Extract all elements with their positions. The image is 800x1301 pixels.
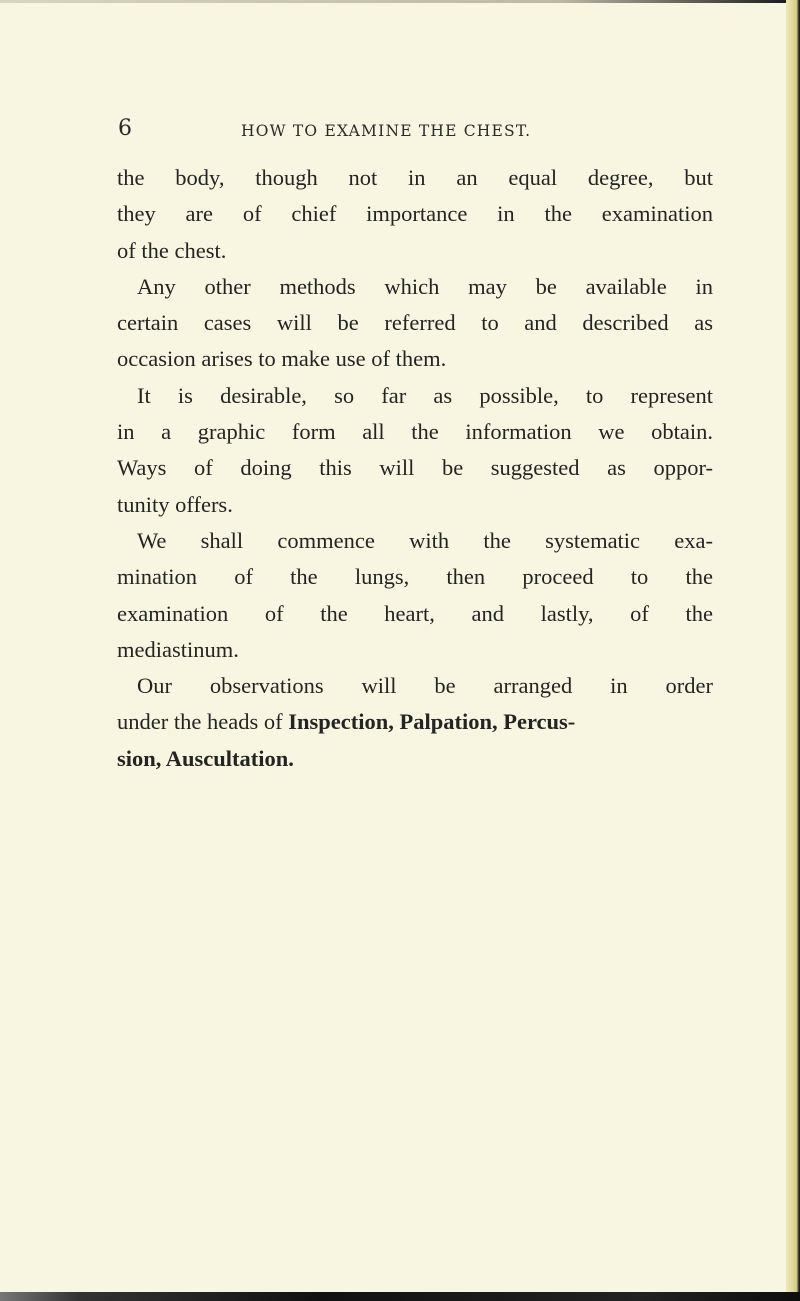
text-line: Ways of doing this will be suggested as oppor-: [117, 455, 713, 481]
text-line: the body, though not in an equal degree, but: [117, 165, 713, 190]
text-line: tunity offers.: [117, 491, 233, 517]
page-number: 6: [118, 116, 132, 141]
text-line: We shall commence with the systematic exa-: [137, 527, 713, 553]
text-line: occasion arises to make use of them.: [117, 346, 447, 372]
body-text: [117, 160, 713, 777]
text-line: Any other methods which may be available in: [137, 273, 713, 299]
text-line: of the chest.: [117, 237, 227, 263]
text-line-start: under the heads of: [117, 709, 283, 735]
text-line: in a graphic form all the information we obtain.: [117, 419, 713, 445]
bottom-edge: [0, 1292, 800, 1301]
running-head: HOW TO EXAMINE THE CHEST.: [241, 122, 532, 140]
text-line: [117, 704, 713, 740]
text-line: mination of the lungs, then proceed to the: [117, 564, 713, 590]
text-line: mediastinum.: [117, 636, 239, 662]
text-line: Our observations will be arranged in order: [137, 673, 713, 699]
text-line: they are of chief importance in the examination: [117, 201, 713, 227]
top-edge: [0, 0, 800, 3]
text-line: examination of the heart, and lastly, of the: [117, 600, 713, 626]
page-edge: [786, 0, 800, 1301]
text-line: It is desirable, so far as possible, to represent: [137, 382, 713, 408]
text-line: sion, Auscultation.: [117, 745, 294, 771]
page-header: [118, 116, 718, 146]
bold-heads: Inspection, Palpation, Percus-: [288, 709, 576, 735]
text-line: certain cases will be referred to and described as: [117, 310, 713, 336]
